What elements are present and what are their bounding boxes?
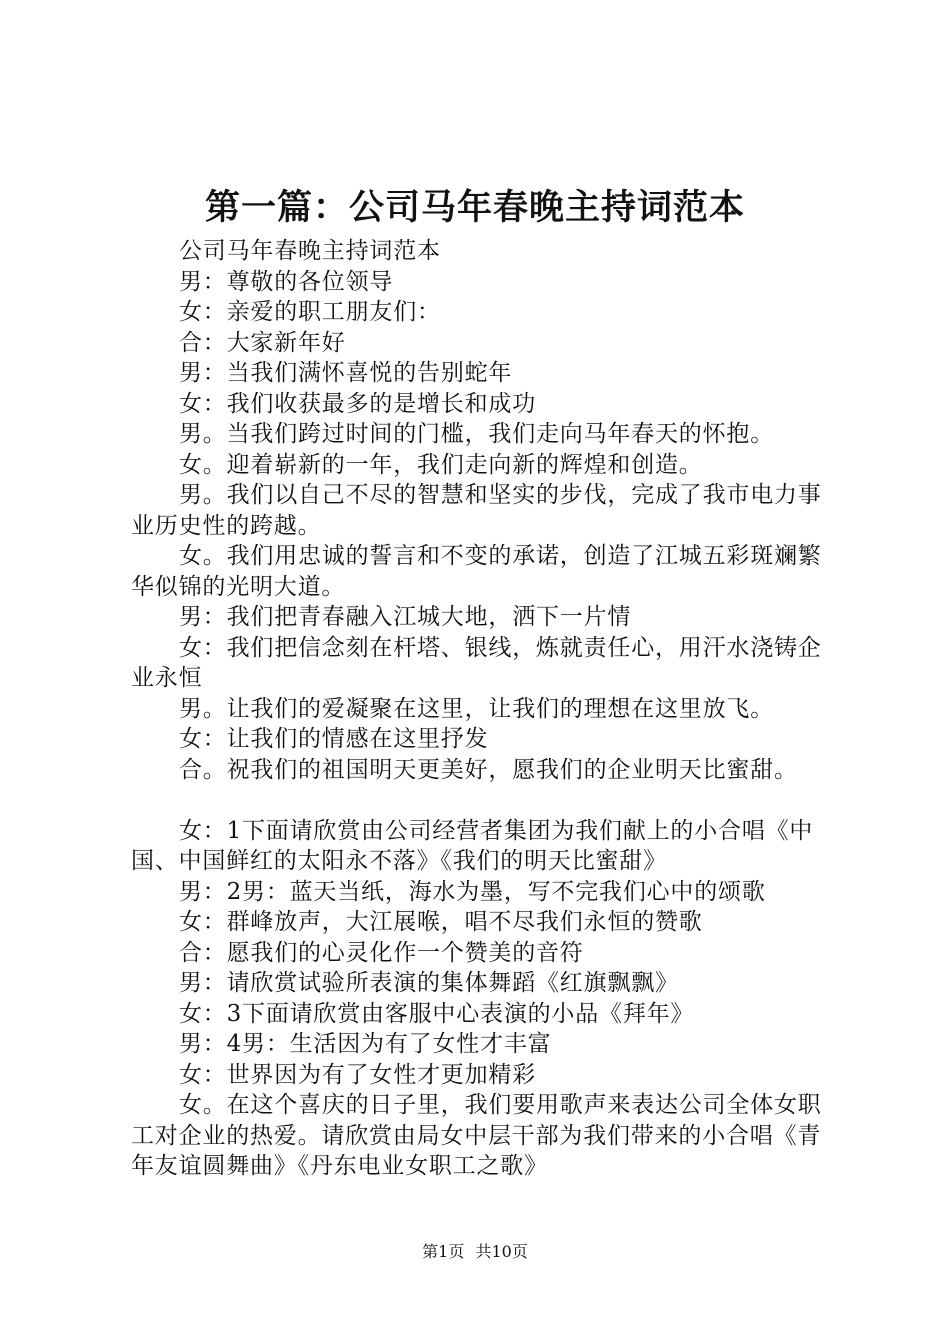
paragraph: 合：愿我们的心灵化作一个赞美的音符 [179,939,584,966]
paragraph: 公司马年春晚主持词范本 [179,238,441,264]
paragraph: 合。祝我们的祖国明天更美好，愿我们的企业明天比蜜甜。 [179,756,798,783]
paragraph: 女：我们把信念刻在杆塔、银线，炼就责任心，用汗水浇铸企业永恒 [131,634,822,691]
paragraph: 女：1下面请欣赏由公司经营者集团为我们献上的小合唱《中国、中国鲜红的太阳永不落》《我们的明天比蜜甜》 [131,817,814,874]
paragraph-spacer [131,785,831,816]
paragraph: 男：尊敬的各位领导 [179,268,394,295]
paragraph: 女：亲爱的职工朋友们： [179,299,441,325]
paragraph: 男：2男：蓝天当纸，海水为墨，写不完我们心中的颂歌 [179,878,766,905]
paragraph: 女：3下面请欣赏由客服中心表演的小品《拜年》 [179,1000,695,1027]
paragraph: 男：我们把青春融入江城大地，洒下一片情 [179,604,632,630]
paragraph: 女：让我们的情感在这里抒发 [179,726,489,752]
document-body [131,236,831,1182]
paragraph: 男。让我们的爱凝聚在这里，让我们的理想在这里放飞。 [179,695,774,722]
page-footer [0,1240,950,1264]
paragraph: 男。我们以自己不尽的智慧和坚实的步伐，完成了我市电力事业历史性的跨越。 [131,482,822,539]
paragraph: 男：当我们满怀喜悦的告别蛇年 [179,360,513,386]
paragraph: 女：群峰放声，大江展喉，唱不尽我们永恒的赞歌 [179,909,703,935]
paragraph: 女：世界因为有了女性才更加精彩 [179,1061,536,1088]
page-number: 第1页 [422,1242,465,1261]
paragraph: 女。我们用忠诚的誓言和不变的承诺，创造了江城五彩斑斓繁华似锦的光明大道。 [131,543,822,600]
paragraph: 女：我们收获最多的是增长和成功 [179,390,536,417]
document-title: 第一篇：公司马年春晚主持词范本 [204,187,745,228]
paragraph: 男：4男：生活因为有了女性才丰富 [179,1031,552,1057]
paragraph: 男。当我们跨过时间的门槛，我们走向马年春天的怀抱。 [179,421,774,447]
paragraph: 女。迎着崭新的一年，我们走向新的辉煌和创造。 [179,451,703,478]
paragraph: 女。在这个喜庆的日子里，我们要用歌声来表达公司全体女职工对企业的热爱。请欣赏由局女中层干部为我们带来的小合唱《青年友谊圆舞曲》《丹东电业女职工之歌》 [131,1092,822,1179]
page-total: 共10页 [475,1242,528,1261]
paragraph: 合：大家新年好 [179,329,346,356]
paragraph: 男：请欣赏试验所表演的集体舞蹈《红旗飘飘》 [179,970,679,996]
